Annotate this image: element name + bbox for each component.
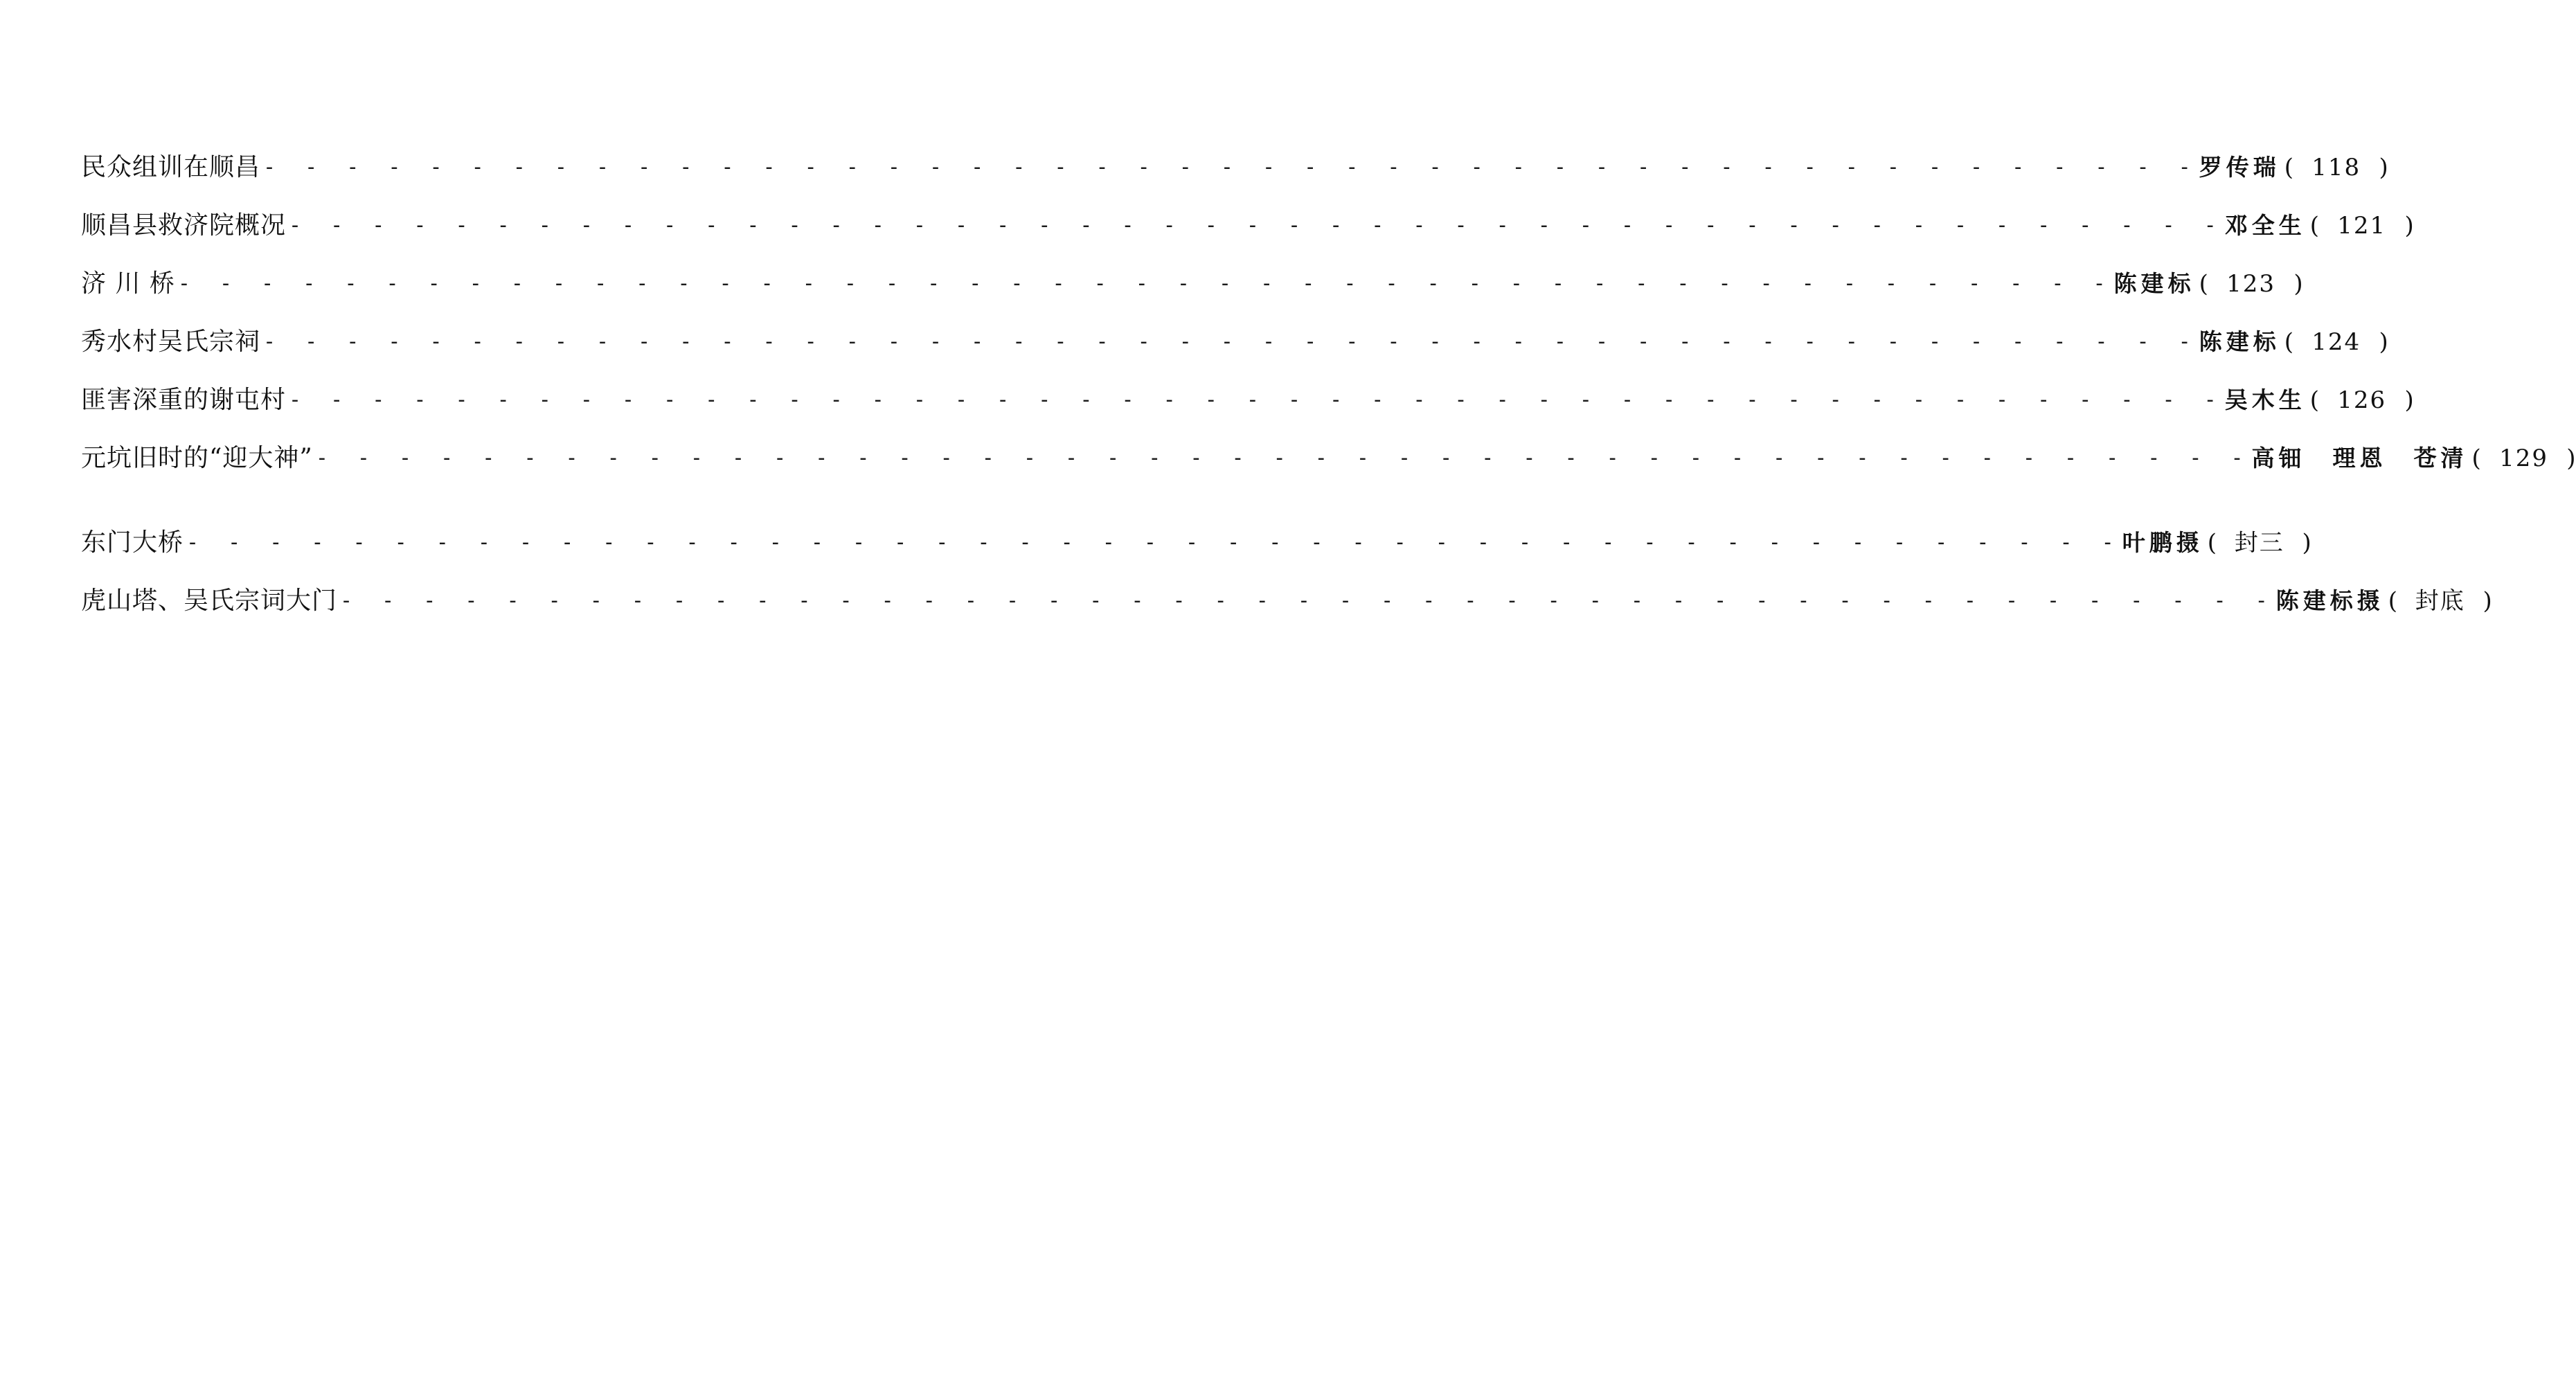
entry-author: 高钿 理恩 苍清 bbox=[2251, 445, 2468, 472]
entry-page: ( 126 ) bbox=[2309, 386, 2414, 414]
entry-page: ( 124 ) bbox=[2284, 328, 2388, 356]
dot-leader: - - - - - - - - - - - - - - - - - - - - - - - - - - - - - - - - - - - - - - - - - - - - - - - bbox=[289, 388, 2225, 412]
toc-entry[interactable] bbox=[81, 313, 2388, 371]
entry-title: 秀水村吴氏宗祠 bbox=[81, 328, 261, 356]
photo-title: 虎山塔、吴氏宗词大门 bbox=[81, 587, 338, 615]
toc-entry[interactable] bbox=[81, 429, 2576, 487]
entry-author: 陈建标 bbox=[2113, 270, 2195, 297]
entry-page: ( 121 ) bbox=[2309, 212, 2414, 240]
photo-page: ( 封三 ) bbox=[2207, 529, 2311, 557]
photo-page: ( 封底 ) bbox=[2388, 587, 2492, 615]
toc-entry[interactable] bbox=[81, 197, 2414, 255]
toc-entry[interactable] bbox=[81, 371, 2414, 429]
photo-title: 东门大桥 bbox=[81, 528, 184, 557]
dot-leader: - - - - - - - - - - - - - - - - - - - - - - - - - - - - - - - - - - - - - - - - - - - - - - - bbox=[289, 213, 2225, 238]
entry-title: 匪害深重的谢屯村 bbox=[81, 386, 287, 414]
dot-leader: - - - - - - - - - - - - - - - - - - - - - - - - - - - - - - - - - - - - - - - - - - - - - - - bbox=[340, 589, 2276, 613]
photo-credit: 陈建标摄 bbox=[2275, 587, 2384, 614]
entry-author: 罗传瑞 bbox=[2199, 154, 2280, 181]
dot-leader: - - - - - - - - - - - - - - - - - - - - - - - - - - - - - - - - - - - - - - - - - - - - - - - bbox=[177, 271, 2114, 296]
photo-credit-entry[interactable] bbox=[81, 514, 2311, 572]
photo-credit: 叶鹏摄 bbox=[2122, 529, 2203, 556]
dot-leader: - - - - - - - - - - - - - - - - - - - - - - - - - - - - - - - - - - - - - - - - - - - - - - - bbox=[263, 330, 2199, 354]
toc-entry[interactable] bbox=[81, 138, 2388, 197]
dot-leader: - - - - - - - - - - - - - - - - - - - - - - - - - - - - - - - - - - - - - - - - - - - - - - - bbox=[263, 155, 2199, 179]
entry-title: 元坑旧时的“迎大神” bbox=[81, 444, 313, 472]
photo-credit-entry[interactable] bbox=[81, 572, 2492, 630]
table-of-contents bbox=[81, 138, 2576, 630]
entry-page: ( 129 ) bbox=[2471, 445, 2576, 472]
dot-leader: - - - - - - - - - - - - - - - - - - - - - - - - - - - - - - - - - - - - - - - - - - - - - - - bbox=[186, 530, 2122, 555]
entry-author: 吴木生 bbox=[2224, 386, 2306, 413]
entry-page: ( 118 ) bbox=[2284, 154, 2388, 181]
entry-page: ( 123 ) bbox=[2199, 270, 2303, 298]
entry-title: 济 川 桥 bbox=[81, 269, 175, 298]
entry-title: 民众组训在顺昌 bbox=[81, 153, 261, 181]
entry-author: 陈建标 bbox=[2199, 328, 2280, 355]
toc-entry[interactable] bbox=[81, 255, 2303, 313]
entry-title: 顺昌县救济院概况 bbox=[81, 211, 287, 240]
dot-leader: - - - - - - - - - - - - - - - - - - - - - - - - - - - - - - - - - - - - - - - - - - - - - - - bbox=[315, 446, 2252, 470]
entry-author: 邓全生 bbox=[2224, 212, 2306, 239]
